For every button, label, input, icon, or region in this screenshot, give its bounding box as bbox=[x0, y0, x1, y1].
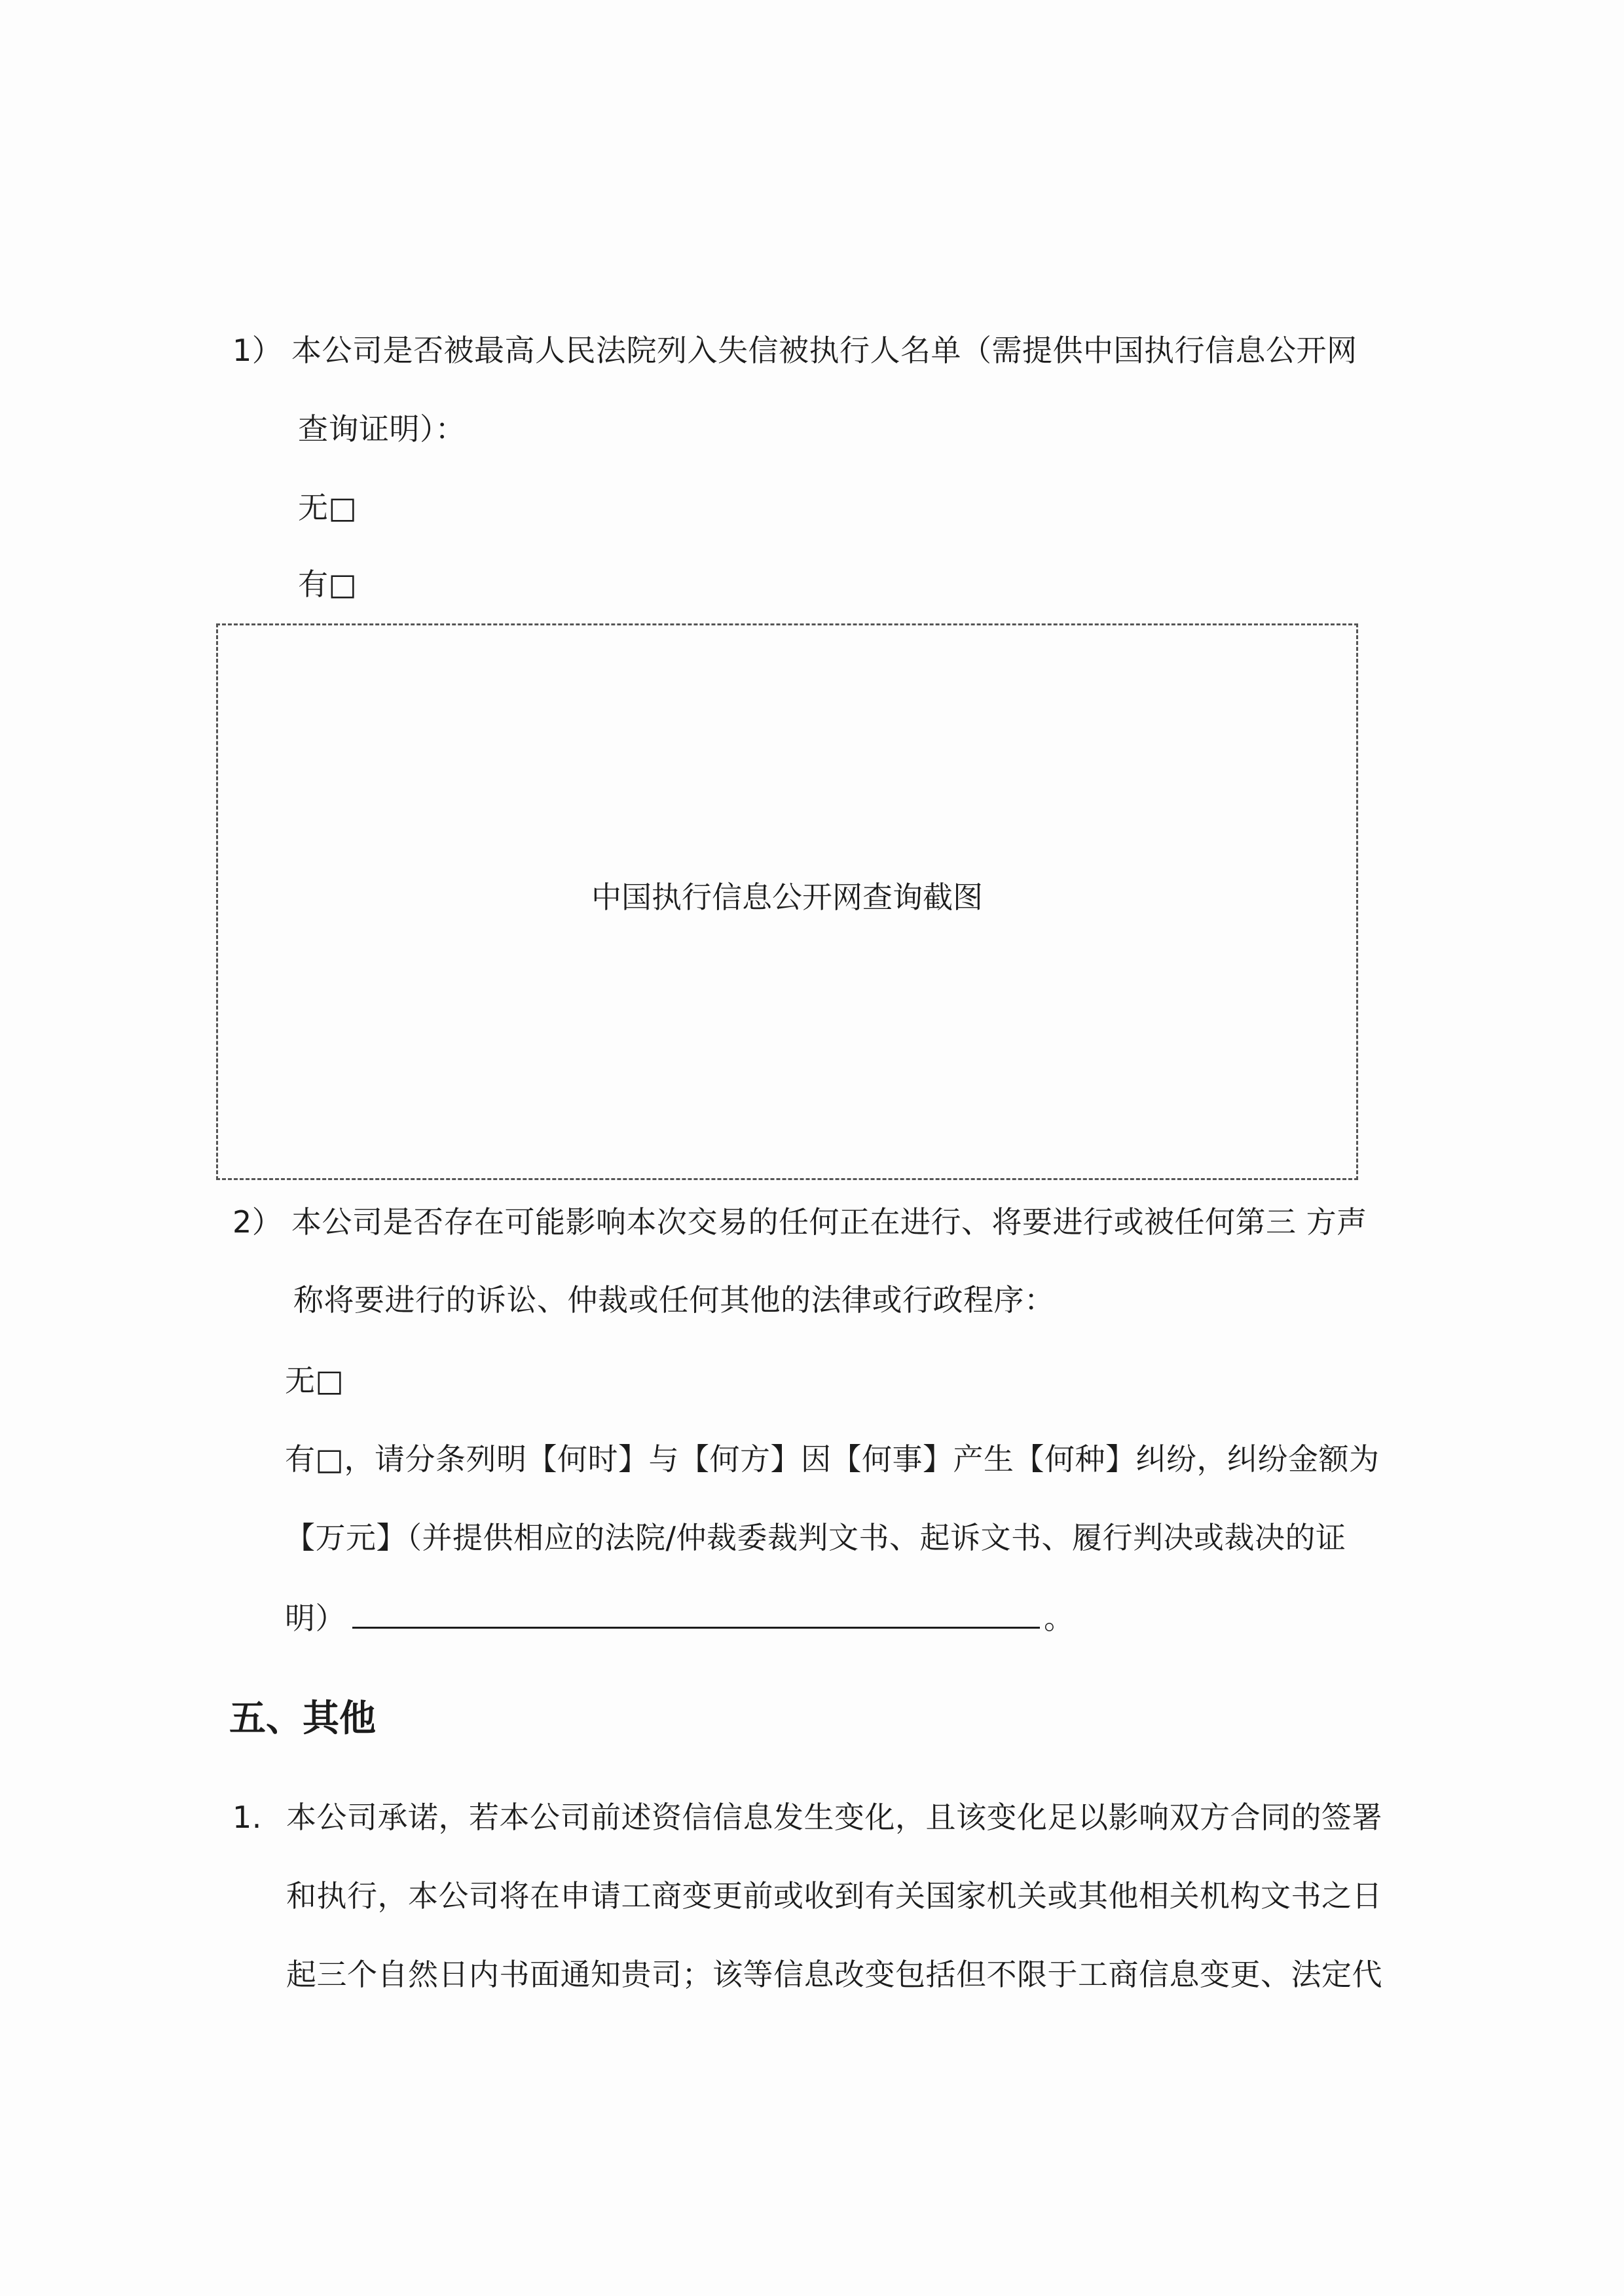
item2-line2: 称将要进行的诉讼、仲裁或任何其他的法律或行政程序： bbox=[293, 1282, 1055, 1318]
item2-option-yes-line2: 【万元】（并提供相应的法院/仲裁委裁判文书、起诉文书、履行判决或裁决的证 bbox=[285, 1520, 1346, 1555]
item2-option-yes-line1[interactable]: 有□，请分条列明【何时】与【何方】因【何事】产生【何种】纠纷，纠纷金额为 bbox=[285, 1441, 1380, 1477]
item1-option-no[interactable]: 无□ bbox=[298, 490, 358, 525]
section5-item1-line1 bbox=[232, 1798, 1382, 1837]
section5-item1-text: 本公司承诺，若本公司前述资信信息发生变化，且该变化足以影响双方合同的签署 bbox=[286, 1800, 1382, 1835]
item2-option-no[interactable]: 无□ bbox=[285, 1363, 344, 1398]
section5-item1-line3: 起三个自然日内书面通知贵司；该等信息改变包括但不限于工商信息变更、法定代 bbox=[286, 1957, 1382, 1992]
item2-line3-suffix: 。 bbox=[1044, 1601, 1075, 1636]
item1-line2: 查询证明）： bbox=[298, 411, 466, 447]
screenshot-placeholder-caption: 中国执行信息公开网查询截图 bbox=[591, 880, 983, 915]
item2-question-text: 本公司是否存在可能影响本次交易的任何正在进行、将要进行或被任何第三 方声 bbox=[291, 1204, 1367, 1240]
section5-item1-marker: 1. bbox=[232, 1800, 262, 1835]
item1-question-text: 本公司是否被最高人民法院列入失信被执行人名单（需提供中国执行信息公开网 bbox=[291, 333, 1357, 368]
screenshot-placeholder-box bbox=[216, 623, 1358, 1180]
fill-in-blank-line[interactable] bbox=[352, 1597, 1040, 1629]
item1-marker: 1） bbox=[232, 333, 283, 368]
section-heading: 五、其他 bbox=[229, 1697, 376, 1740]
item2-line1 bbox=[232, 1202, 1367, 1242]
item1-line1 bbox=[232, 331, 1357, 370]
section5-item1-line2: 和执行，本公司将在申请工商变更前或收到有关国家机关或其他相关机构文书之日 bbox=[286, 1878, 1382, 1914]
item2-option-yes-line3 bbox=[285, 1597, 1075, 1638]
item1-option-yes[interactable]: 有□ bbox=[298, 566, 358, 602]
item2-marker: 2） bbox=[232, 1204, 283, 1240]
item2-line3-prefix: 明） bbox=[285, 1601, 346, 1636]
